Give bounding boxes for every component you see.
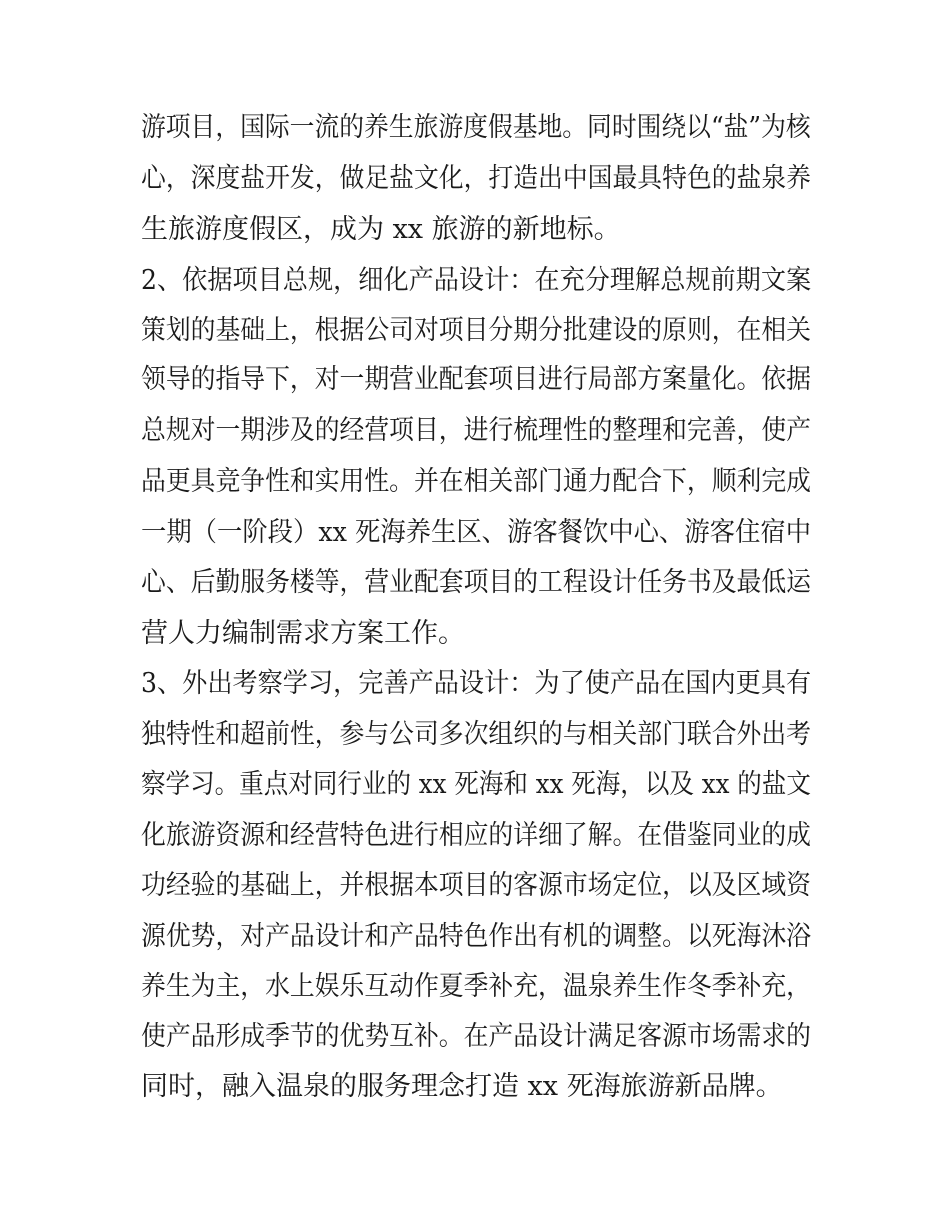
paragraph-line: 生旅游度假区，成为 xx 旅游的新地标。	[141, 214, 621, 245]
paragraph-line: 营人力编制需求方案工作。	[141, 618, 465, 649]
paragraph-line: 同时，融入温泉的服务理念打造 xx 死海旅游新品牌。	[141, 1071, 783, 1102]
paragraph-line: 领导的指导下，对一期营业配套项目进行局部方案量化。依据	[141, 364, 811, 395]
paragraph-line: 3、外出考察学习，完善产品设计：为了使产品在国内更具有	[141, 668, 812, 699]
paragraph-line: 功经验的基础上，并根据本项目的客源市场定位，以及区域资	[141, 870, 811, 901]
paragraph-line: 察学习。重点对同行业的 xx 死海和 xx 死海，以及 xx 的盐文	[141, 769, 811, 800]
paragraph-line: 一期（一阶段）xx 死海养生区、游客餐饮中心、游客住宿中	[141, 517, 812, 548]
paragraph-line: 品更具竞争性和实用性。并在相关部门通力配合下，顺利完成	[141, 466, 811, 497]
paragraph-line: 化旅游资源和经营特色进行相应的详细了解。在借鉴同业的成	[141, 820, 811, 851]
paragraph-line: 独特性和超前性，参与公司多次组织的与相关部门联合外出考	[141, 719, 811, 750]
paragraph-line: 游项目，国际一流的养生旅游度假基地。同时围绕以“盐”为核	[141, 112, 811, 143]
paragraph-line: 总规对一期涉及的经营项目，进行梳理性的整理和完善，使产	[141, 415, 811, 446]
paragraph-line: 使产品形成季节的优势互补。在产品设计满足客源市场需求的	[141, 1021, 811, 1052]
paragraph-line: 策划的基础上，根据公司对项目分期分批建设的原则，在相关	[141, 315, 811, 346]
paragraph-line: 源优势，对产品设计和产品特色作出有机的调整。以死海沐浴	[141, 921, 811, 952]
paragraph-line: 2、依据项目总规，细化产品设计：在充分理解总规前期文案	[141, 265, 812, 296]
paragraph-line: 养生为主，水上娱乐互动作夏季补充，温泉养生作冬季补充，	[141, 971, 811, 1002]
paragraph-line: 心、后勤服务楼等，营业配套项目的工程设计任务书及最低运	[141, 567, 811, 598]
paragraph-line: 心，深度盐开发，做足盐文化，打造出中国最具特色的盐泉养	[141, 163, 811, 194]
